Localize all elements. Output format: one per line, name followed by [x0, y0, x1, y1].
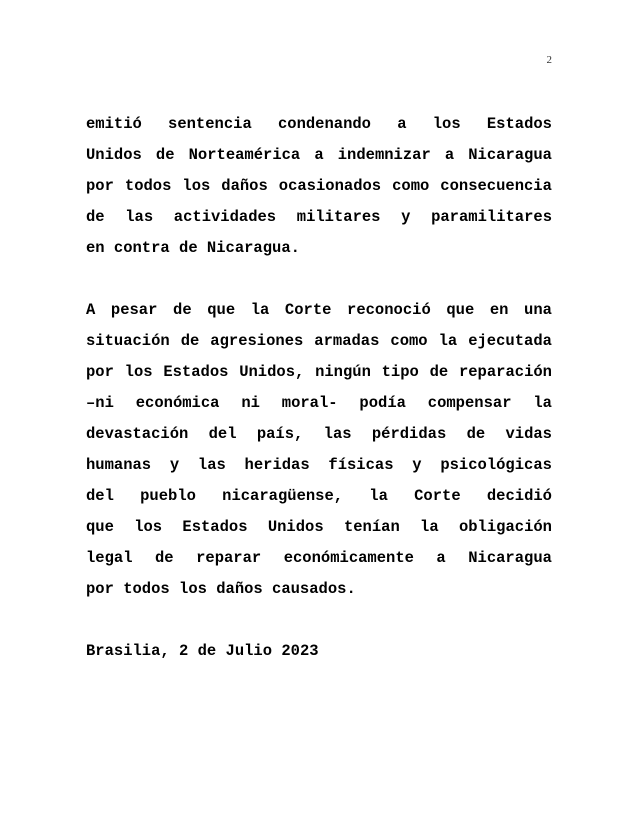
text-line: por todos los daños ocasionados como consecuencia [86, 177, 552, 195]
text-line: A pesar de que la Corte reconoció que en una [86, 301, 552, 319]
page-number: 2 [546, 54, 552, 66]
text-line: humanas y las heridas físicas y psicológicas [86, 456, 552, 474]
paragraph [86, 295, 552, 605]
text-line: legal de reparar económicamente a Nicaragua [86, 549, 552, 567]
text-line: situación de agresiones armadas como la ejecutada [86, 332, 552, 350]
text-line: de las actividades militares y paramilitares [86, 208, 552, 226]
text-line: emitió sentencia condenando a los Estados [86, 115, 552, 133]
text-line: en contra de Nicaragua. [86, 239, 300, 257]
paragraph [86, 109, 552, 264]
text-line: Unidos de Norteamérica a indemnizar a Nicaragua [86, 146, 552, 164]
document-body [86, 109, 552, 667]
text-line: que los Estados Unidos tenían la obligación [86, 518, 552, 536]
text-line: del pueblo nicaragüense, la Corte decidió [86, 487, 552, 505]
text-line: Brasilia, 2 de Julio 2023 [86, 642, 319, 660]
paragraph [86, 636, 552, 667]
text-line: por los Estados Unidos, ningún tipo de reparación [86, 363, 552, 381]
text-line: –ni económica ni moral- podía compensar la [86, 394, 552, 412]
text-line: devastación del país, las pérdidas de vidas [86, 425, 552, 443]
text-line: por todos los daños causados. [86, 580, 356, 598]
